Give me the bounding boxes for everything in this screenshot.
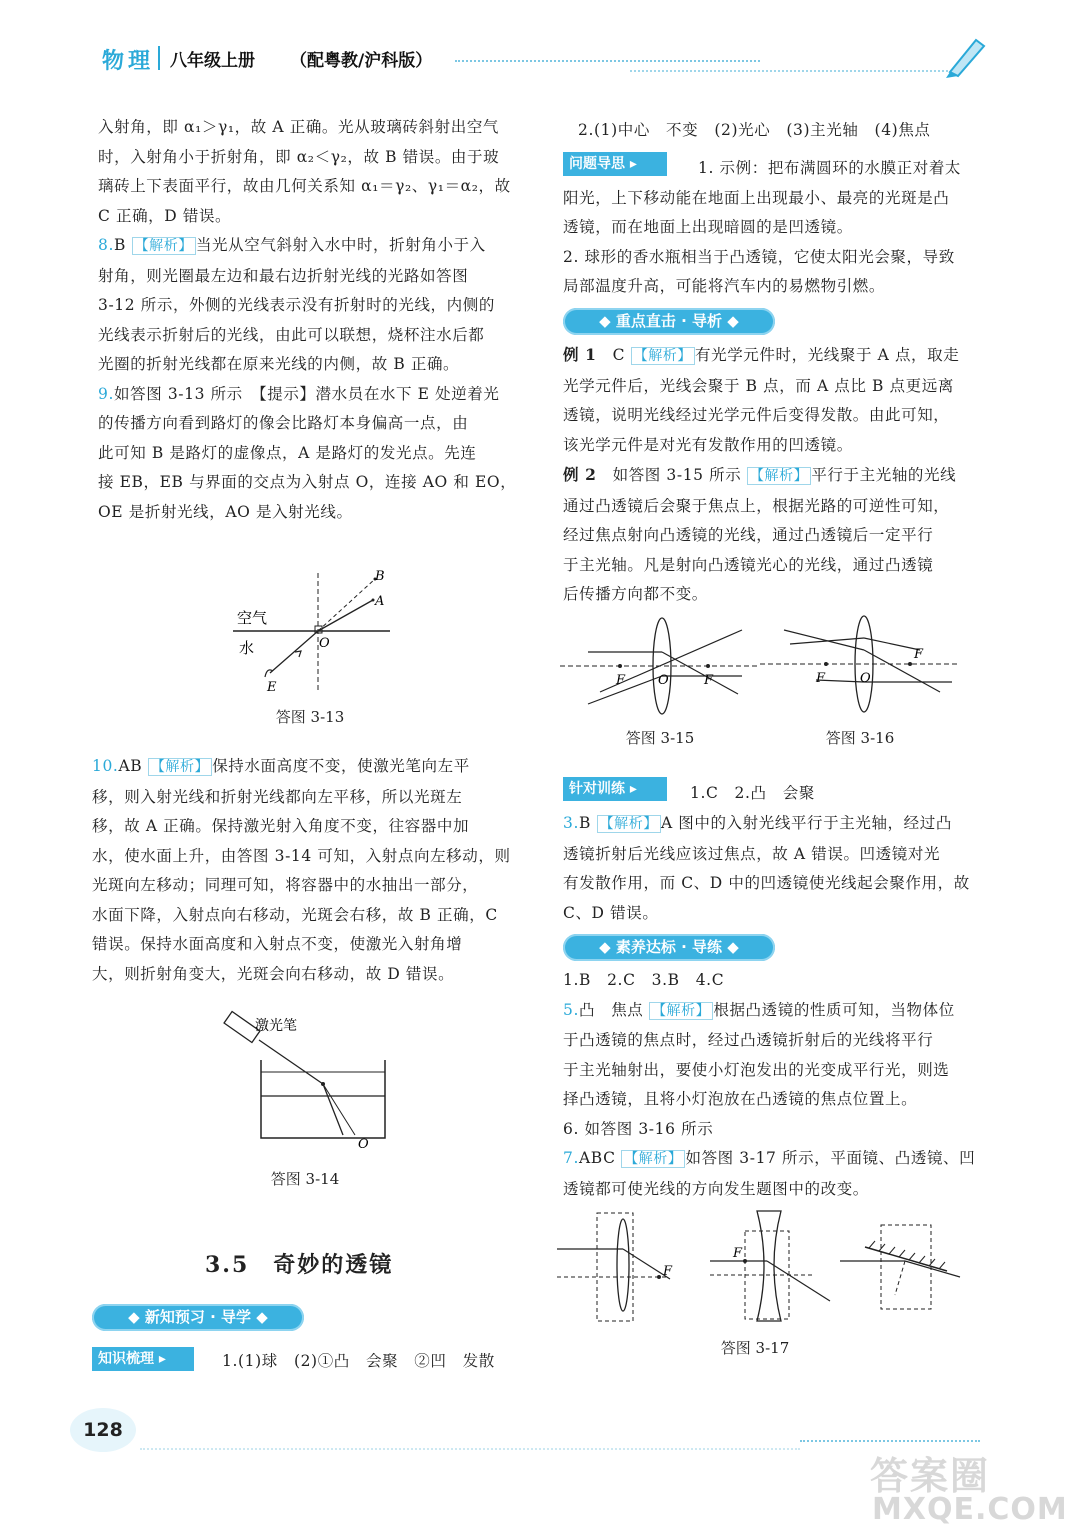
figure-3-15 xyxy=(560,612,760,717)
e1-text: 有光学元件时，光线聚于 A 点，取走 xyxy=(695,346,960,364)
q9-line: 的传播方向看到路灯的像会比路灯本身偏高一点，由 xyxy=(98,414,469,432)
para1-line: 璃砖上下表面平行，故由几何关系知 α₁＝γ₂、γ₁＝α₂，故 xyxy=(98,177,511,195)
label-training: 针对训练 ▸ xyxy=(563,777,667,801)
e2-text: 平行于主光轴的光线 xyxy=(811,466,957,484)
s5-number: 5. xyxy=(563,1000,579,1019)
s5-line: 于凸透镜的焦点时，经过凸透镜折射后的光线将平行 xyxy=(563,1031,934,1049)
q9-number: 9. xyxy=(98,384,114,403)
s5-answer: 凸 焦点 xyxy=(579,1000,644,1019)
s7-number: 7. xyxy=(563,1149,579,1167)
q9-line: 此可知 B 是路灯的虚像点，A 是路灯的发光点。先连 xyxy=(98,443,477,462)
t3-text: A 图中的入射光线平行于主光轴，经过凸 xyxy=(660,814,952,832)
question-block xyxy=(563,154,988,302)
q-line: 2. 球形的香水瓶相当于凸透镜，它使太阳光会聚，导致 xyxy=(563,247,955,266)
fig15-O: O xyxy=(658,673,669,688)
q8-line: 3-12 所示，外侧的光线表示没有折射时的光线，内侧的 xyxy=(98,296,495,314)
e2-line: 经过焦点射向凸透镜的光线，通过凸透镜后一定平行 xyxy=(563,526,934,544)
q10-answer: AB xyxy=(118,757,143,775)
q9-line: 接 EB，EB 与界面的交点为入射点 O，连接 AO 和 EO， xyxy=(98,473,517,491)
q-line: 阳光，上下移动能在地面上出现最小、最亮的光斑是凸 xyxy=(563,188,950,207)
e1-line: 该光学元件是对光有发散作用的凹透镜。 xyxy=(563,435,853,454)
fig13-O: O xyxy=(319,636,330,651)
watermark-url: MXQE.COM xyxy=(872,1492,1068,1527)
figure-3-13 xyxy=(225,565,400,695)
q8-line: 射角，则光圈最左边和最右边折射光线的光路如答图 xyxy=(98,266,469,285)
analysis-tag: 【解析】 xyxy=(621,1150,685,1168)
t3-number: 3. xyxy=(563,814,579,832)
fig13-air: 空气 xyxy=(237,609,268,627)
q-line: 透镜，而在地面上出现暗圆的是凹透镜。 xyxy=(563,218,853,236)
q10-line: 移，则入射光线和折射光线都向左平移，所以光斑左 xyxy=(92,787,463,806)
fig16-caption: 答图 3-16 xyxy=(825,729,895,747)
q9-text: 如答图 3-13 所示 【提示】潜水员在水下 E 处逆着光 xyxy=(114,384,500,403)
fig17-F2: F xyxy=(733,1246,743,1261)
s7-answer: ABC xyxy=(579,1149,616,1167)
header-edition: （配粤教/沪科版） xyxy=(290,51,433,71)
q10-line: 水面下降，入射点向右移动，光斑会右移，故 B 正确，C xyxy=(92,905,498,924)
fig16-F2: F xyxy=(914,647,924,662)
training-block xyxy=(563,809,988,928)
page-number: 128 xyxy=(70,1408,136,1452)
analysis-tag: 【解析】 xyxy=(631,347,695,365)
e1-line: 光学元件后，光线会聚于 B 点，而 A 点比 B 点更远离 xyxy=(563,376,954,395)
q10-line xyxy=(92,752,524,783)
t3-line: 透镜折射后光线应该过焦点，故 A 错误。凹透镜对光 xyxy=(563,844,941,863)
header-subject: 物理 xyxy=(102,49,155,74)
q9-line xyxy=(98,380,523,410)
q8-text: 当光从空气斜射入水中时，折射角小于入 xyxy=(195,236,486,254)
fig16-F1: F xyxy=(816,671,826,686)
q-line: 局部温度升高，可能将汽车内的易燃物引燃。 xyxy=(563,277,886,295)
banner-key: ◆ 重点直击 · 导析 ◆ xyxy=(563,308,775,335)
section-title: 3.5 奇妙的透镜 xyxy=(205,1252,394,1278)
q8-line: 光圈的折射光线都在原来光线的内侧，故 B 正确。 xyxy=(98,355,460,373)
s-line: 1.B 2.C 3.B 4.C xyxy=(563,971,725,989)
knowledge-2: 2.(1)中心 不变 (2)光心 (3)主光轴 (4)焦点 xyxy=(578,121,931,139)
q10-line: 光斑向左移动；同理可知，将容器中的水抽出一部分， xyxy=(92,876,479,894)
analysis-tag: 【解析】 xyxy=(597,815,661,833)
analysis-tag: 【解析】 xyxy=(747,467,811,485)
training-1: 1.C 2.凸 会聚 xyxy=(690,784,815,802)
q8-line xyxy=(98,231,523,262)
footer-dotted-line xyxy=(140,1448,800,1450)
fig14-O: O xyxy=(358,1137,369,1152)
analysis-tag: 【解析】 xyxy=(132,237,196,255)
header-divider xyxy=(158,46,160,70)
analysis-tag: 【解析】 xyxy=(148,758,212,776)
t3-line: C、D 错误。 xyxy=(563,903,659,922)
t3-line xyxy=(563,809,988,840)
footer-dotted-line-2 xyxy=(800,1440,980,1442)
e1-line: 透镜，说明光线经过光学元件后变得发散。由此可知， xyxy=(563,406,950,424)
s5-text: 根据凸透镜的性质可知，当物体位 xyxy=(713,1000,955,1019)
pen-icon xyxy=(940,30,990,80)
banner-practice: ◆ 素养达标 · 导练 ◆ xyxy=(563,934,775,961)
e1-label: 例 1 xyxy=(563,345,597,364)
q8-answer: B xyxy=(114,236,126,254)
para1-line: 时，入射角小于折射角，即 α₂＜γ₂，故 B 错误。由于玻 xyxy=(98,147,500,166)
s5-line xyxy=(563,996,988,1027)
fig15-caption: 答图 3-15 xyxy=(625,729,695,747)
fig13-A: A xyxy=(375,594,385,609)
q9-line: OE 是折射光线，AO 是入射光线。 xyxy=(98,502,353,521)
label-knowledge: 知识梳理 ▸ xyxy=(92,1347,194,1371)
q10-number: 10. xyxy=(92,757,119,775)
figure-3-14 xyxy=(215,1010,395,1150)
t3-line: 有发散作用，而 C、D 中的凹透镜使光线起会聚作用，故 xyxy=(563,874,970,892)
q10-line: 移，故 A 正确。保持激光射入角度不变，往容器中加 xyxy=(92,817,470,835)
e1-answer: C xyxy=(612,346,626,364)
e2-label: 例 2 xyxy=(563,465,597,484)
figure-3-17 xyxy=(555,1205,965,1330)
s6-line: 6. 如答图 3-16 所示 xyxy=(563,1119,714,1138)
figure-3-16 xyxy=(760,612,960,717)
s7-line: 透镜都可使光线的方向发生题图中的改变。 xyxy=(563,1179,869,1198)
s7-line xyxy=(563,1144,988,1175)
q8-line: 光线表示折射后的光线，由此可以联想，烧杯注水后都 xyxy=(98,325,485,344)
e2-line xyxy=(563,460,988,492)
fig15-F2: F xyxy=(704,673,714,688)
q8-number: 8. xyxy=(98,236,114,254)
fig13-E: E xyxy=(267,680,277,695)
banner-preview: ◆ 新知预习 · 导学 ◆ xyxy=(92,1304,304,1331)
s5-line: 于主光轴射出，要使小灯泡发出的光变成平行光，则选 xyxy=(563,1060,950,1079)
para1-line: C 正确，D 错误。 xyxy=(98,206,232,225)
e2-line: 通过凸透镜后会聚于焦点上，根据光路的可逆性可知， xyxy=(563,496,950,515)
para1-line: 入射角，即 α₁＞γ₁，故 A 正确。光从玻璃砖斜射出空气 xyxy=(98,118,500,136)
watermark-logo: 答案圈 xyxy=(870,1454,991,1498)
header-grade: 八年级上册 xyxy=(170,51,255,71)
knowledge-1: 1.(1)球 (2)①凸 会聚 ②凹 发散 xyxy=(222,1352,495,1370)
q10-line: 水，使水面上升，由答图 3-14 可知，入射点向左移动，则 xyxy=(92,846,511,865)
q-line: 1. 示例：把布满圆环的水膜正对着太 xyxy=(698,159,962,177)
e2-line: 后传播方向都不变。 xyxy=(563,585,708,603)
fig17-F1: F xyxy=(663,1264,673,1279)
q10-text: 保持水面高度不变，使激光笔向左平 xyxy=(212,757,470,775)
fig14-laser: 激光笔 xyxy=(255,1018,297,1034)
practice-block xyxy=(563,966,988,1204)
fig13-B: B xyxy=(375,569,385,584)
t3-answer: B xyxy=(579,814,591,832)
e2-pre: 如答图 3-15 所示 xyxy=(612,466,742,484)
fig13-water: 水 xyxy=(239,639,255,657)
e1-line xyxy=(563,340,988,372)
q10-line: 错误。保持水面高度和入射点不变，使激光入射角增 xyxy=(92,935,463,953)
fig13-caption: 答图 3-13 xyxy=(275,708,345,726)
header-dotted-line-2 xyxy=(630,70,960,72)
header-dotted-line xyxy=(455,60,760,62)
s5-line: 择凸透镜，且将小灯泡放在凸透镜的焦点位置上。 xyxy=(563,1090,918,1108)
fig15-F1: F xyxy=(616,673,626,688)
e2-line: 于主光轴。凡是射向凸透镜光心的光线，通过凸透镜 xyxy=(563,555,934,574)
fig14-caption: 答图 3-14 xyxy=(270,1170,340,1188)
q10-block xyxy=(92,752,524,989)
fig17-caption: 答图 3-17 xyxy=(720,1339,790,1357)
fig16-O: O xyxy=(860,671,871,686)
examples-block xyxy=(563,340,988,610)
analysis-tag: 【解析】 xyxy=(649,1002,713,1020)
label-question: 问题导思 ▸ xyxy=(563,152,667,176)
s7-text: 如答图 3-17 所示，平面镜、凸透镜、凹 xyxy=(685,1149,976,1167)
q10-line: 大，则折射角变大，光斑会向右移动，故 D 错误。 xyxy=(92,964,455,983)
left-column xyxy=(98,113,523,527)
